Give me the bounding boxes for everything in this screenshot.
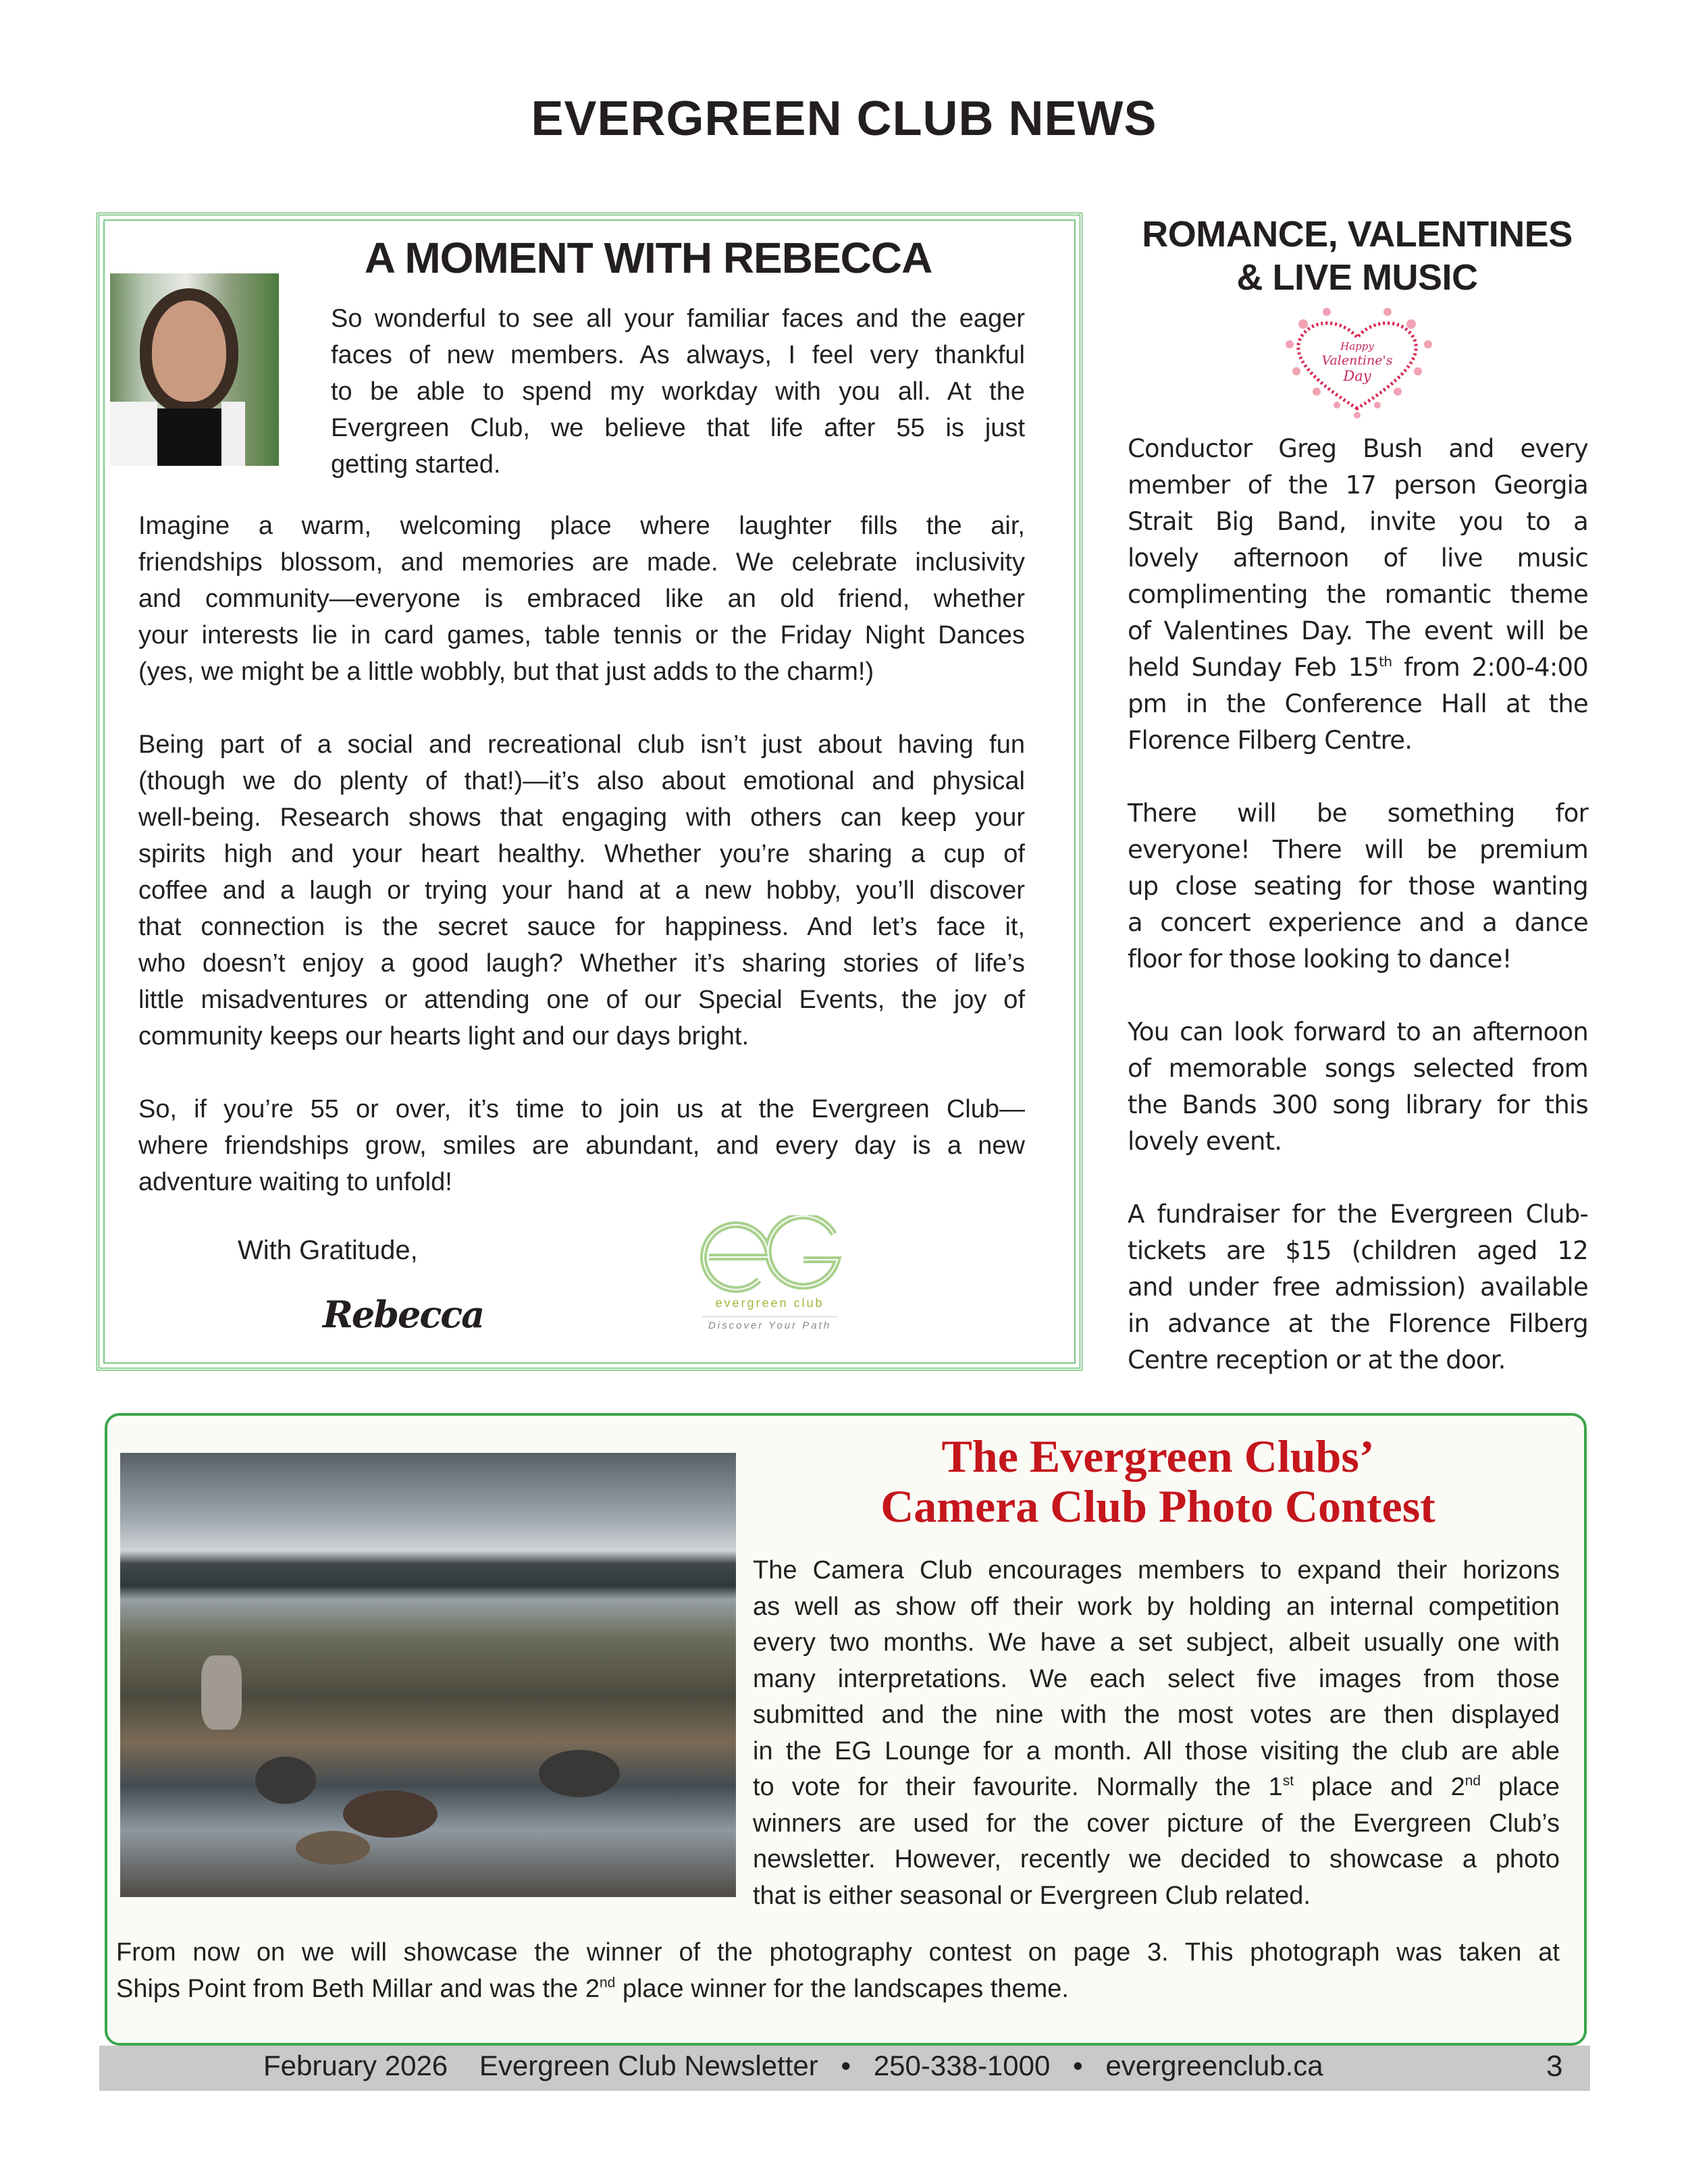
text-line: Conductor Greg Bush and every — [1128, 434, 1588, 463]
footer-separator: • — [1073, 2050, 1083, 2081]
paragraph — [1128, 795, 1588, 978]
text-line: of Valentines Day. The event will be — [1128, 616, 1588, 645]
text-line: Imagine a warm, welcoming place where laughter fills the air, — [138, 512, 1025, 540]
ships-point-landscape-photo — [120, 1453, 736, 1897]
evergreen-club-logo — [689, 1215, 851, 1337]
logo-name: evergreen club — [715, 1296, 824, 1310]
text-line — [116, 1971, 1560, 2007]
text-line: lovely afternoon of live music — [1128, 543, 1588, 572]
text-line: complimenting the romantic theme — [1128, 580, 1588, 609]
signature: Rebecca — [323, 1293, 484, 1336]
text-line: tickets are $15 (children aged 12 — [1128, 1236, 1588, 1265]
text-line: every two months. We have a set subject, albeit usually one with — [753, 1628, 1560, 1657]
text-line: There will be something for — [1128, 799, 1588, 828]
paragraph — [138, 1091, 1025, 1200]
text-line: where friendships grow, smiles are abundant, and every day is a new — [138, 1131, 1025, 1160]
text-line: everyone! There will be premium — [1128, 835, 1588, 864]
valentine-body-text — [1128, 431, 1588, 1379]
text-segment: place and 2 — [1294, 1773, 1465, 1801]
text-line: that is either seasonal or Evergreen Club related. — [753, 1881, 1311, 1910]
superscript: nd — [600, 1975, 616, 1991]
text-line — [1128, 649, 1588, 686]
footer-newsletter-name: Evergreen Club Newsletter — [479, 2050, 818, 2081]
valentine-image-text-3: Day — [1343, 368, 1371, 384]
text-line: Florence Filberg Centre. — [1128, 726, 1413, 755]
valentine-heading-line1: ROMANCE, VALENTINES — [1142, 214, 1573, 255]
footer-phone: 250-338-1000 — [873, 2050, 1051, 2081]
paragraph — [331, 300, 1025, 483]
text-line: newsletter. However, recently we decided to showcase a photo — [753, 1845, 1560, 1873]
paragraph — [1128, 1196, 1588, 1379]
text-line: in the EG Lounge for a month. All those visiting the club are able — [753, 1736, 1560, 1765]
text-line: of memorable songs selected from — [1128, 1054, 1588, 1083]
camera-club-title — [743, 1431, 1573, 1531]
text-line: member of the 17 person Georgia — [1128, 471, 1588, 500]
text-line: You can look forward to an afternoon — [1128, 1017, 1588, 1046]
paragraph — [1128, 1014, 1588, 1160]
text-line: who doesn’t enjoy a good laugh? Whether it’s sharing stories of life’s — [138, 949, 1025, 978]
text-line: adventure waiting to unfold! — [138, 1168, 452, 1196]
superscript: th — [1379, 653, 1392, 670]
rebecca-body-text — [138, 508, 1025, 1200]
logo-divider — [702, 1316, 837, 1317]
text-segment: from 2:00-4:00 — [1392, 653, 1588, 682]
text-line: and under free admission) available — [1128, 1273, 1588, 1302]
text-line: little misadventures or attending one of our Special Events, the joy of — [138, 986, 1025, 1014]
text-line: (though we do plenty of that!)—it’s also about emotional and physical — [138, 767, 1025, 795]
text-line: community keeps our hearts light and our days bright. — [138, 1022, 749, 1050]
text-segment: to vote for their favourite. Normally the 1 — [753, 1773, 1283, 1801]
text-segment: Ships Point from Beth Millar and was the 2 — [116, 1975, 600, 2003]
valentines-heart-image — [1263, 297, 1452, 422]
footer-website-link[interactable]: evergreenclub.ca — [1105, 2050, 1323, 2081]
rebecca-heading: A MOMENT WITH REBECCA — [364, 234, 932, 282]
text-line: to be able to spend my workday with you all. At the — [331, 377, 1025, 406]
camera-title-line2: Camera Club Photo Contest — [880, 1481, 1435, 1532]
text-segment: place winner for the landscapes theme. — [615, 1975, 1069, 2003]
text-line: up close seating for those wanting — [1128, 872, 1588, 901]
text-line: floor for those looking to dance! — [1128, 944, 1512, 974]
text-line: in advance at the Florence Filberg — [1128, 1309, 1588, 1338]
text-line: Evergreen Club, we believe that life after 55 is just — [331, 414, 1025, 442]
valentine-image-text-2: Valentine's — [1321, 353, 1393, 368]
text-line: as well as show off their work by holding an internal competition — [753, 1592, 1560, 1621]
text-segment: place — [1481, 1773, 1560, 1801]
text-line: pm in the Conference Hall at the — [1128, 689, 1588, 718]
valentine-heading-line2: & LIVE MUSIC — [1236, 257, 1478, 298]
text-line: Strait Big Band, invite you to a — [1128, 507, 1588, 536]
text-line: your interests lie in card games, table tennis or the Friday Night Dances — [138, 621, 1025, 649]
footer-separator: • — [841, 2050, 851, 2081]
page-number: 3 — [1546, 2050, 1563, 2083]
text-line: Being part of a social and recreational club isn’t just about having fun — [138, 730, 1025, 759]
valentine-image-text-1: Happy — [1340, 340, 1374, 352]
paragraph — [138, 508, 1025, 690]
text-line: So wonderful to see all your familiar faces and the eager — [331, 304, 1025, 333]
text-line: many interpretations. We each select five images from those — [753, 1664, 1560, 1693]
superscript: st — [1282, 1773, 1294, 1789]
text-line: From now on we will showcase the winner of the photography contest on page 3. This photograph was taken at — [116, 1938, 1560, 1967]
paragraph — [1128, 431, 1588, 759]
footer-date: February 2026 — [263, 2050, 448, 2081]
paragraph — [753, 1553, 1560, 1914]
text-line: and community—everyone is embraced like an old friend, whether — [138, 585, 1025, 613]
camera-title-line1: The Evergreen Clubs’ — [941, 1431, 1375, 1482]
text-line: faces of new members. As always, I feel very thankful — [331, 341, 1025, 369]
superscript: nd — [1465, 1773, 1481, 1789]
footer-text — [263, 2050, 1323, 2082]
text-line: that connection is the secret sauce for happiness. And let’s face it, — [138, 913, 1025, 941]
text-line: a concert experience and a dance — [1128, 908, 1588, 937]
paragraph — [116, 1934, 1560, 2007]
rebecca-portrait-photo — [110, 273, 279, 466]
text-line: well-being. Research shows that engaging with others can keep your — [138, 803, 1025, 832]
text-segment: held Sunday Feb 15 — [1128, 653, 1379, 682]
text-line: Centre reception or at the door. — [1128, 1346, 1506, 1375]
text-line: (yes, we might be a little wobbly, but that just adds to the charm!) — [138, 658, 874, 686]
text-line: friendships blossom, and memories are made. We celebrate inclusivity — [138, 548, 1025, 577]
text-line: So, if you’re 55 or over, it’s time to join us at the Evergreen Club— — [138, 1095, 1025, 1123]
text-line: coffee and a laugh or trying your hand at a new hobby, you’ll discover — [138, 876, 1025, 905]
text-line: The Camera Club encourages members to expand their horizons — [753, 1556, 1560, 1584]
logo-tagline: Discover Your Path — [708, 1320, 832, 1331]
eg-logo-mark-icon — [695, 1215, 844, 1296]
page-title: EVERGREEN CLUB NEWS — [531, 92, 1157, 146]
text-line: A fundraiser for the Evergreen Club- — [1128, 1200, 1588, 1229]
text-line: getting started. — [331, 450, 501, 479]
camera-club-body-text — [753, 1553, 1560, 1914]
text-line: winners are used for the cover picture of the Evergreen Club’s — [753, 1809, 1560, 1838]
valentine-heading — [1121, 213, 1593, 299]
rebecca-intro-text — [331, 300, 1025, 483]
text-line — [753, 1769, 1560, 1806]
text-line: lovely event. — [1128, 1127, 1282, 1156]
camera-club-winner-text — [116, 1934, 1560, 2007]
text-line: the Bands 300 song library for this — [1128, 1090, 1588, 1119]
text-line: submitted and the nine with the most votes are then displayed — [753, 1701, 1560, 1729]
closing-text: With Gratitude, — [238, 1235, 418, 1265]
paragraph — [138, 726, 1025, 1055]
text-line: spirits high and your heart healthy. Whether you’re sharing a cup of — [138, 840, 1025, 868]
